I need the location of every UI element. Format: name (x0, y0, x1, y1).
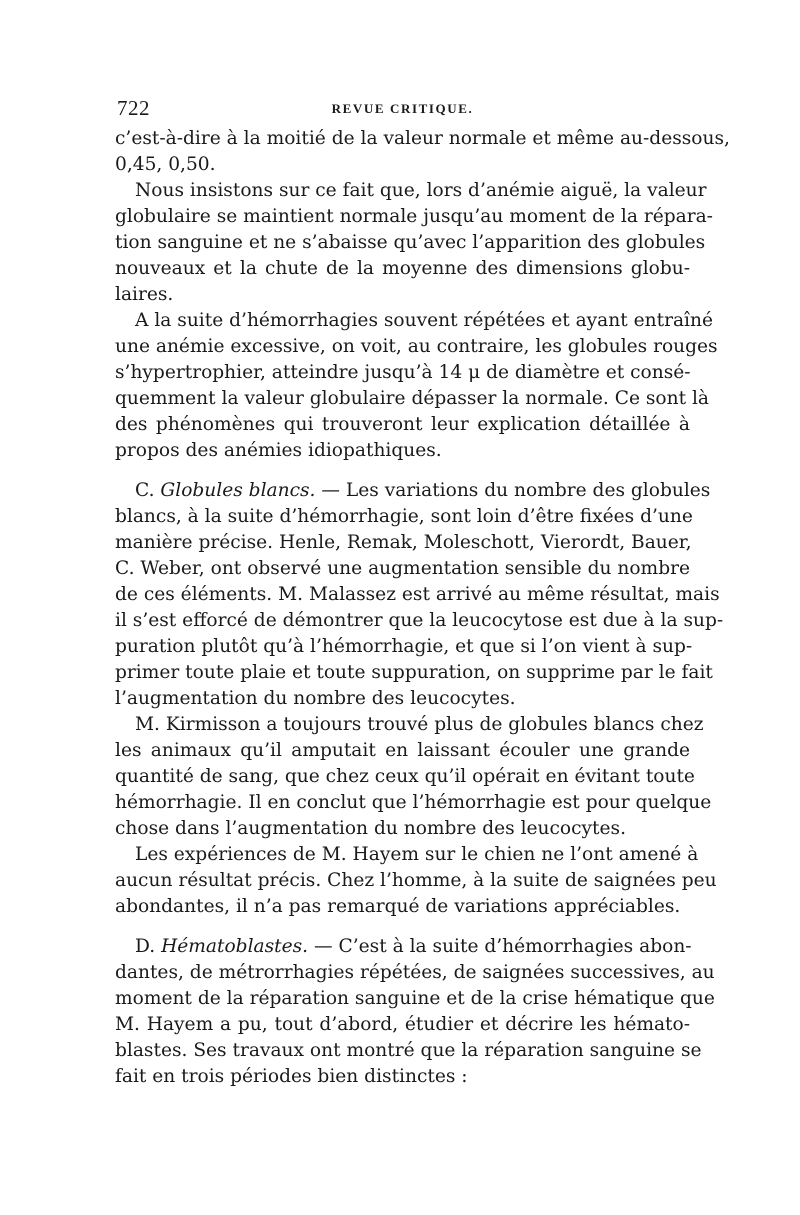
text-line: s’hypertrophier, atteindre jusqu’à 14 μ de diamètre et consé- (115, 362, 691, 383)
text-line: 0,45, 0,50. (115, 154, 216, 175)
section-title: Hématoblastes. (161, 936, 309, 957)
section-prefix: C. (135, 480, 155, 501)
paragraph (115, 126, 730, 178)
body-text (115, 126, 730, 1090)
text-line: de ces éléments. M. Malassez est arrivé au même résultat, mais (115, 584, 720, 605)
section-gap (115, 920, 690, 934)
text-line: fait en trois périodes bien distinctes : (115, 1066, 468, 1087)
paragraph (115, 842, 717, 920)
text-line: puration plutôt qu’à l’hémorrhagie, et que si l’on vient à sup- (115, 636, 693, 657)
section-gap (115, 464, 690, 478)
text-line: des phénomènes qui trouveront leur explication détaillée à (115, 414, 690, 435)
text-line: quemment la valeur globulaire dépasser la normale. Ce sont là (115, 388, 710, 409)
text-line (115, 934, 690, 960)
text-line (115, 478, 711, 504)
section-hematoblastes (115, 934, 715, 1090)
text-line: A la suite d’hémorrhagies souvent répétées et ayant entraîné (135, 310, 713, 331)
text-line: il s’est efforcé de démontrer que la leucocytose est due à la sup- (115, 610, 724, 631)
text-line: hémorrhagie. Il en conclut que l’hémorrhagie est pour quelque (115, 792, 712, 813)
text-line: dantes, de métrorrhagies répétées, de saignées successives, au (115, 962, 715, 983)
text-line: moment de la réparation sanguine et de la crise hématique que (115, 988, 715, 1009)
text-line: nouveaux et la chute de la moyenne des dimensions globu- (115, 258, 690, 279)
paragraph (115, 308, 718, 464)
paragraph (115, 178, 713, 308)
page-number: 722 (117, 96, 150, 120)
text-fragment: — Les variations du nombre des globules (321, 480, 711, 501)
text-line: l’augmentation du nombre des leucocytes. (115, 688, 516, 709)
paragraph (115, 712, 712, 842)
text-line: manière précise. Henle, Remak, Moleschott, Vierordt, Bauer, (115, 532, 692, 553)
text-line: aucun résultat précis. Chez l’homme, à la suite de saignées peu (115, 870, 717, 891)
text-line: Les expériences de M. Hayem sur le chien ne l’ont amené à (135, 844, 699, 865)
text-line: Nous insistons sur ce fait que, lors d’anémie aiguë, la valeur (135, 180, 707, 201)
text-line: M. Hayem a pu, tout d’abord, étudier et décrire les hémato- (115, 1014, 690, 1035)
text-line: laires. (115, 284, 174, 305)
text-line: une anémie excessive, on voit, au contraire, les globules rouges (115, 336, 718, 357)
running-title: REVUE CRITIQUE. (331, 101, 474, 116)
text-line: chose dans l’augmentation du nombre des leucocytes. (115, 818, 626, 839)
text-line: blancs, à la suite d’hémorrhagie, sont loin d’être fixées d’une (115, 506, 693, 527)
section-prefix: D. (135, 936, 156, 957)
text-fragment: — C’est à la suite d’hémorrhagies abon- (314, 936, 692, 957)
section-globules-blancs (115, 478, 724, 712)
text-line: propos des anémies idiopathiques. (115, 440, 442, 461)
text-line: abondantes, il n’a pas remarqué de variations appréciables. (115, 896, 681, 917)
book-page (115, 96, 730, 1090)
text-line: M. Kirmisson a toujours trouvé plus de globules blancs chez (135, 714, 704, 735)
text-line: C. Weber, ont observé une augmentation sensible du nombre (115, 558, 690, 579)
section-title: Globules blancs. (160, 480, 316, 501)
text-line: tion sanguine et ne s’abaisse qu’avec l’apparition des globules (115, 232, 706, 253)
text-line: c’est-à-dire à la moitié de la valeur normale et même au-dessous, (115, 128, 730, 149)
running-head (115, 96, 690, 120)
text-line: globulaire se maintient normale jusqu’au moment de la répara- (115, 206, 713, 227)
text-line: quantité de sang, que chez ceux qu’il opérait en évitant toute (115, 766, 695, 787)
text-line: les animaux qu’il amputait en laissant écouler une grande (115, 740, 690, 761)
text-line: primer toute plaie et toute suppuration, on supprime par le fait (115, 662, 713, 683)
text-line: blastes. Ses travaux ont montré que la réparation sanguine se (115, 1040, 702, 1061)
